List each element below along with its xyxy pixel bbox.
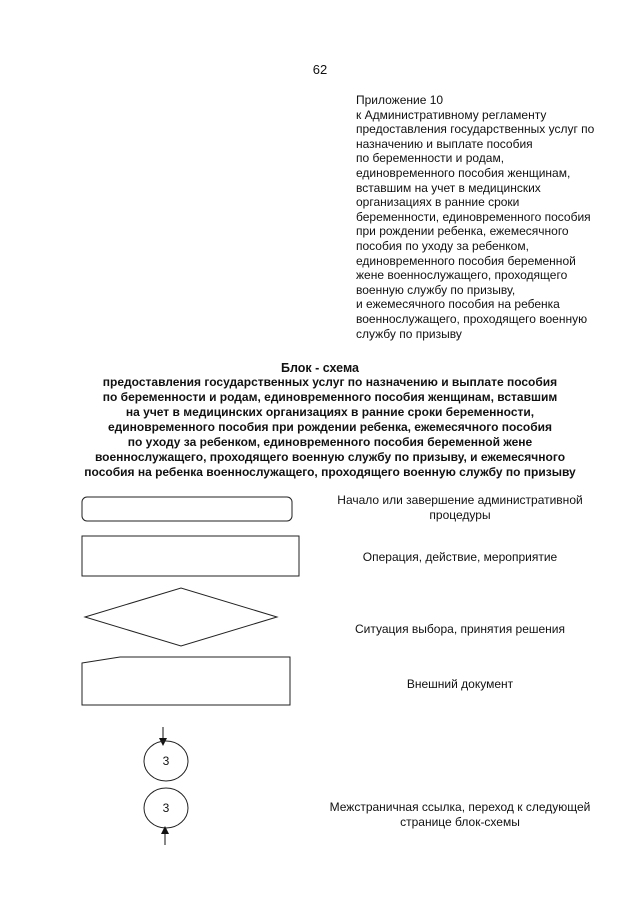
terminator-shape [82, 497, 292, 521]
decision-description [300, 622, 620, 637]
page-connector-description-line: Межстраничная ссылка, переход к следующей [329, 800, 591, 814]
appendix-line: и ежемесячного пособия на ребенка [356, 297, 560, 312]
subtitle-line: на учет в медицинских организациях в ранние сроки беременности, [125, 405, 535, 419]
connector-label-bottom: 3 [162, 801, 170, 815]
appendix-line: назначению и выплате пособия [356, 136, 533, 151]
operation-shape [82, 536, 299, 576]
external-document-description [300, 677, 620, 692]
subtitle-line: военнослужащего, проходящего военную службу по призыву, и ежемесячного [94, 450, 566, 464]
appendix-line: организациях в ранние сроки [356, 195, 520, 210]
external-document-description-line: Внешний документ [406, 677, 514, 691]
appendix-line: предоставления государственных услуг по [356, 122, 595, 137]
appendix-line: беременности, единовременного пособия [356, 209, 591, 224]
subtitle-line: единовременного пособия при рождении ребенка, ежемесячного пособия [107, 420, 553, 434]
operation-description-line: Операция, действие, мероприятие [362, 550, 558, 564]
subtitle-line: предоставления государственных услуг по назначению и выплате пособия [102, 375, 558, 389]
scheme-title: Блок - схема [280, 361, 359, 375]
terminator-description-line: Начало или завершение административной [337, 493, 583, 507]
subtitle-line: пособия на ребенка военнослужащего, проходящего военную службу по призыву [84, 465, 576, 479]
appendix-line: единовременного пособия женщинам, [356, 165, 571, 180]
decision-shape [85, 588, 277, 646]
terminator-description [300, 493, 620, 523]
appendix-line: к Административному регламенту [356, 107, 547, 122]
appendix-line: военнослужащего, проходящего военную [356, 311, 588, 326]
appendix-line: по беременности и родам, [356, 151, 505, 166]
appendix-line: Приложение 10 [356, 93, 444, 107]
appendix-line: вставшим на учет в медицинских [356, 180, 541, 195]
subtitle-line: по уходу за ребенком, единовременного пособия беременной жене [127, 435, 533, 449]
external-document-shape [82, 657, 290, 705]
appendix-line: при рождении ребенка, ежемесячного [356, 224, 569, 239]
appendix-line: службу по призыву [356, 326, 462, 341]
terminator-description-line: процедуры [429, 508, 491, 522]
page-connector-description [300, 800, 620, 830]
operation-description [300, 550, 620, 565]
page-number: 62 [312, 62, 328, 77]
subtitle-line: по беременности и родам, единовременного пособия женщинам, вставшим [102, 390, 558, 404]
appendix-line: единовременного пособия беременной [356, 253, 576, 268]
appendix-line: военную службу по призыву, [356, 282, 516, 297]
appendix-line: пособия по уходу за ребенком, [356, 238, 529, 253]
page-connector-description-line: странице блок-схемы [400, 815, 520, 829]
decision-description-line: Ситуация выбора, принятия решения [354, 622, 566, 636]
connector-label-top: 3 [162, 754, 170, 768]
appendix-line: жене военнослужащего, проходящего [356, 268, 568, 283]
